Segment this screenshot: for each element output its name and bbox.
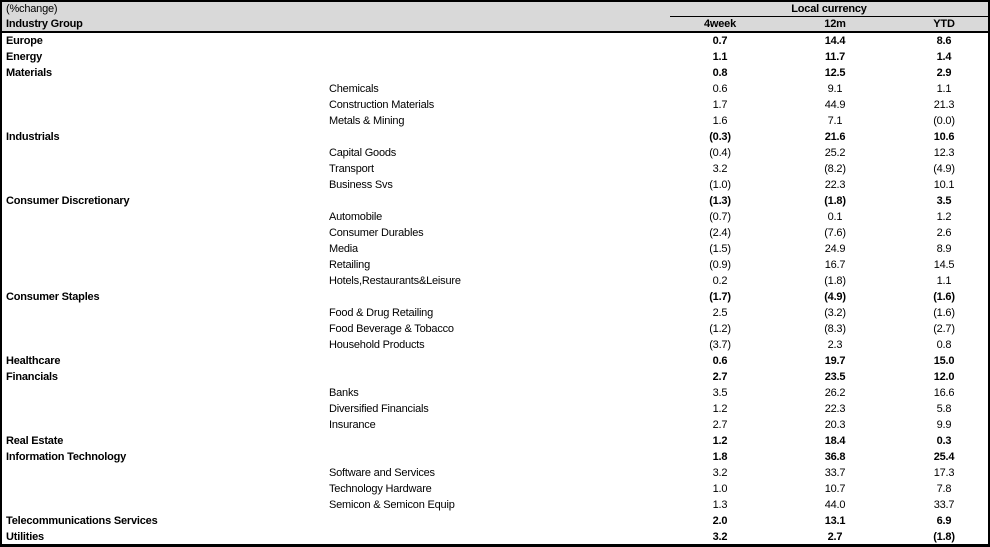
row-label: Semicon & Semicon Equip <box>329 499 455 511</box>
value-cell: (8.2) <box>824 163 846 175</box>
value-cell: 0.6 <box>712 355 728 367</box>
row-label: Household Products <box>329 339 425 351</box>
value-cell: 1.2 <box>712 403 728 415</box>
value-cell: 11.7 <box>824 51 845 63</box>
industry-group-row <box>2 33 988 49</box>
table-body <box>2 33 988 545</box>
row-label: Business Svs <box>329 179 393 191</box>
value-cell: 1.8 <box>712 451 728 463</box>
value-cell: 3.5 <box>936 195 952 207</box>
value-cell: 15.0 <box>933 355 955 367</box>
value-cell: 0.8 <box>712 67 728 79</box>
value-cell: 23.5 <box>824 371 846 383</box>
column-header-ytd: YTD <box>933 18 955 30</box>
value-cell: (7.6) <box>824 227 846 239</box>
value-cell: 1.1 <box>936 275 952 287</box>
industry-group-row <box>2 353 988 369</box>
value-cell: (0.0) <box>933 115 955 127</box>
value-cell: 20.3 <box>824 419 846 431</box>
sub-industry-row <box>2 241 988 257</box>
value-cell: 2.6 <box>936 227 952 239</box>
value-cell: 8.6 <box>936 35 952 47</box>
value-cell: 21.3 <box>933 99 955 111</box>
value-cell: 2.3 <box>827 339 843 351</box>
industry-group-row <box>2 433 988 449</box>
value-cell: 12.3 <box>933 147 955 159</box>
row-label: Construction Materials <box>329 99 435 111</box>
row-label: Technology Hardware <box>329 483 432 495</box>
value-cell: (1.5) <box>709 243 731 255</box>
value-cell: 44.9 <box>824 99 846 111</box>
value-cell: 9.1 <box>827 83 843 95</box>
value-cell: 0.8 <box>936 339 952 351</box>
value-cell: 14.5 <box>933 259 955 271</box>
industry-group-column-header: Industry Group <box>6 18 83 30</box>
value-cell: 36.8 <box>824 451 846 463</box>
industry-group-row <box>2 369 988 385</box>
sub-industry-row <box>2 113 988 129</box>
row-label: Consumer Durables <box>329 227 424 239</box>
value-cell: 16.6 <box>933 387 955 399</box>
value-cell: 10.7 <box>824 483 846 495</box>
sub-industry-row <box>2 257 988 273</box>
value-cell: (1.8) <box>933 531 955 543</box>
sub-industry-row <box>2 305 988 321</box>
value-cell: (1.0) <box>709 179 731 191</box>
value-cell: 0.1 <box>827 211 843 223</box>
value-cell: 12.0 <box>933 371 955 383</box>
row-label: Consumer Staples <box>6 291 100 303</box>
value-cell: 12.5 <box>824 67 846 79</box>
value-cell: 7.8 <box>936 483 952 495</box>
value-cell: 10.6 <box>933 131 955 143</box>
value-cell: 16.7 <box>824 259 846 271</box>
value-cell: 1.1 <box>936 83 952 95</box>
row-label: Media <box>329 243 358 255</box>
row-label: Information Technology <box>6 451 127 463</box>
row-label: Retailing <box>329 259 371 271</box>
value-cell: 0.7 <box>712 35 728 47</box>
row-label: Software and Services <box>329 467 435 479</box>
value-cell: (0.4) <box>709 147 731 159</box>
local-currency-group-header: Local currency <box>670 2 988 17</box>
table-header <box>2 2 988 33</box>
value-cell: 14.4 <box>824 35 846 47</box>
value-cell: (2.4) <box>709 227 731 239</box>
row-label: Chemicals <box>329 83 379 95</box>
value-cell: 18.4 <box>824 435 846 447</box>
value-cell: 1.6 <box>712 115 728 127</box>
sub-industry-row <box>2 417 988 433</box>
row-label: Banks <box>329 387 359 399</box>
value-cell: (4.9) <box>824 291 846 303</box>
row-label: Telecommunications Services <box>6 515 158 527</box>
value-cell: 1.3 <box>712 499 728 511</box>
sub-industry-row <box>2 497 988 513</box>
value-cell: 25.4 <box>933 451 955 463</box>
value-cell: 9.9 <box>936 419 952 431</box>
sub-industry-row <box>2 97 988 113</box>
value-cell: 1.4 <box>936 51 952 63</box>
industry-group-row <box>2 65 988 81</box>
sub-industry-row <box>2 481 988 497</box>
value-cell: (1.6) <box>933 307 955 319</box>
value-cell: (4.9) <box>933 163 955 175</box>
value-cell: (1.2) <box>709 323 731 335</box>
value-cell: (0.7) <box>709 211 731 223</box>
value-cell: (1.8) <box>824 275 846 287</box>
value-cell: (1.3) <box>709 195 731 207</box>
row-label: Capital Goods <box>329 147 397 159</box>
row-label: Materials <box>6 67 52 79</box>
value-cell: (3.7) <box>709 339 731 351</box>
sub-industry-row <box>2 401 988 417</box>
value-cell: 1.2 <box>712 435 728 447</box>
value-cell: (0.9) <box>709 259 731 271</box>
value-cell: (0.3) <box>709 131 731 143</box>
value-cell: 3.5 <box>712 387 728 399</box>
value-cell: 1.0 <box>712 483 728 495</box>
row-label: Industrials <box>6 131 60 143</box>
industry-group-row <box>2 529 988 545</box>
value-cell: 22.3 <box>824 403 846 415</box>
industry-group-row <box>2 289 988 305</box>
industry-group-row <box>2 193 988 209</box>
value-cell: (1.6) <box>933 291 955 303</box>
row-label: Real Estate <box>6 435 64 447</box>
value-cell: 2.0 <box>712 515 728 527</box>
value-cell: 2.9 <box>936 67 952 79</box>
value-cell: 3.2 <box>712 531 728 543</box>
industry-group-row <box>2 449 988 465</box>
value-cell: 0.6 <box>712 83 728 95</box>
value-cell: 0.2 <box>712 275 728 287</box>
row-label: Metals & Mining <box>329 115 405 127</box>
pct-change-label: (%change) <box>6 3 58 15</box>
value-cell: 13.1 <box>824 515 846 527</box>
value-cell: 5.8 <box>936 403 952 415</box>
value-cell: 2.7 <box>827 531 843 543</box>
value-cell: 2.5 <box>712 307 728 319</box>
header-row-top <box>2 2 988 17</box>
row-label: Hotels,Restaurants&Leisure <box>329 275 461 287</box>
row-label: Healthcare <box>6 355 61 367</box>
value-cell: 44.0 <box>824 499 846 511</box>
value-cell: 33.7 <box>824 467 846 479</box>
value-cell: 3.2 <box>712 467 728 479</box>
value-cell: (1.8) <box>824 195 846 207</box>
value-cell: 17.3 <box>933 467 955 479</box>
sub-industry-row <box>2 273 988 289</box>
value-cell: 1.2 <box>936 211 952 223</box>
value-cell: 25.2 <box>824 147 846 159</box>
value-cell: 24.9 <box>824 243 846 255</box>
row-label: Food Beverage & Tobacco <box>329 323 454 335</box>
industry-group-row <box>2 513 988 529</box>
sub-industry-row <box>2 385 988 401</box>
header-row-columns <box>2 17 988 31</box>
value-cell: 1.1 <box>712 51 728 63</box>
sub-industry-row <box>2 209 988 225</box>
row-label: Consumer Discretionary <box>6 195 130 207</box>
row-label: Financials <box>6 371 58 383</box>
value-cell: (3.2) <box>824 307 846 319</box>
row-label: Food & Drug Retailing <box>329 307 434 319</box>
column-header-12m: 12m <box>824 18 846 30</box>
sub-industry-row <box>2 145 988 161</box>
row-label: Europe <box>6 35 43 47</box>
value-cell: 21.6 <box>824 131 846 143</box>
value-cell: 3.2 <box>712 163 728 175</box>
value-cell: 22.3 <box>824 179 846 191</box>
column-header-4week: 4week <box>703 18 737 30</box>
row-label: Energy <box>6 51 43 63</box>
value-cell: 0.3 <box>936 435 952 447</box>
value-cell: 2.7 <box>712 371 728 383</box>
industry-group-row <box>2 49 988 65</box>
value-cell: (8.3) <box>824 323 846 335</box>
value-cell: (2.7) <box>933 323 955 335</box>
sub-industry-row <box>2 161 988 177</box>
value-cell: 10.1 <box>933 179 955 191</box>
value-cell: 26.2 <box>824 387 846 399</box>
row-label: Diversified Financials <box>329 403 429 415</box>
sub-industry-row <box>2 321 988 337</box>
value-cell: (1.7) <box>709 291 731 303</box>
row-label: Transport <box>329 163 374 175</box>
value-cell: 1.7 <box>712 99 728 111</box>
industry-group-row <box>2 129 988 145</box>
value-cell: 8.9 <box>936 243 952 255</box>
row-label: Insurance <box>329 419 376 431</box>
row-label: Utilities <box>6 531 44 543</box>
sub-industry-row <box>2 177 988 193</box>
value-cell: 33.7 <box>933 499 955 511</box>
value-cell: 6.9 <box>936 515 952 527</box>
row-label: Automobile <box>329 211 383 223</box>
sub-industry-row <box>2 337 988 353</box>
value-cell: 19.7 <box>824 355 846 367</box>
value-cell: 7.1 <box>827 115 843 127</box>
sub-industry-row <box>2 81 988 97</box>
sub-industry-row <box>2 225 988 241</box>
value-cell: 2.7 <box>712 419 728 431</box>
sub-industry-row <box>2 465 988 481</box>
